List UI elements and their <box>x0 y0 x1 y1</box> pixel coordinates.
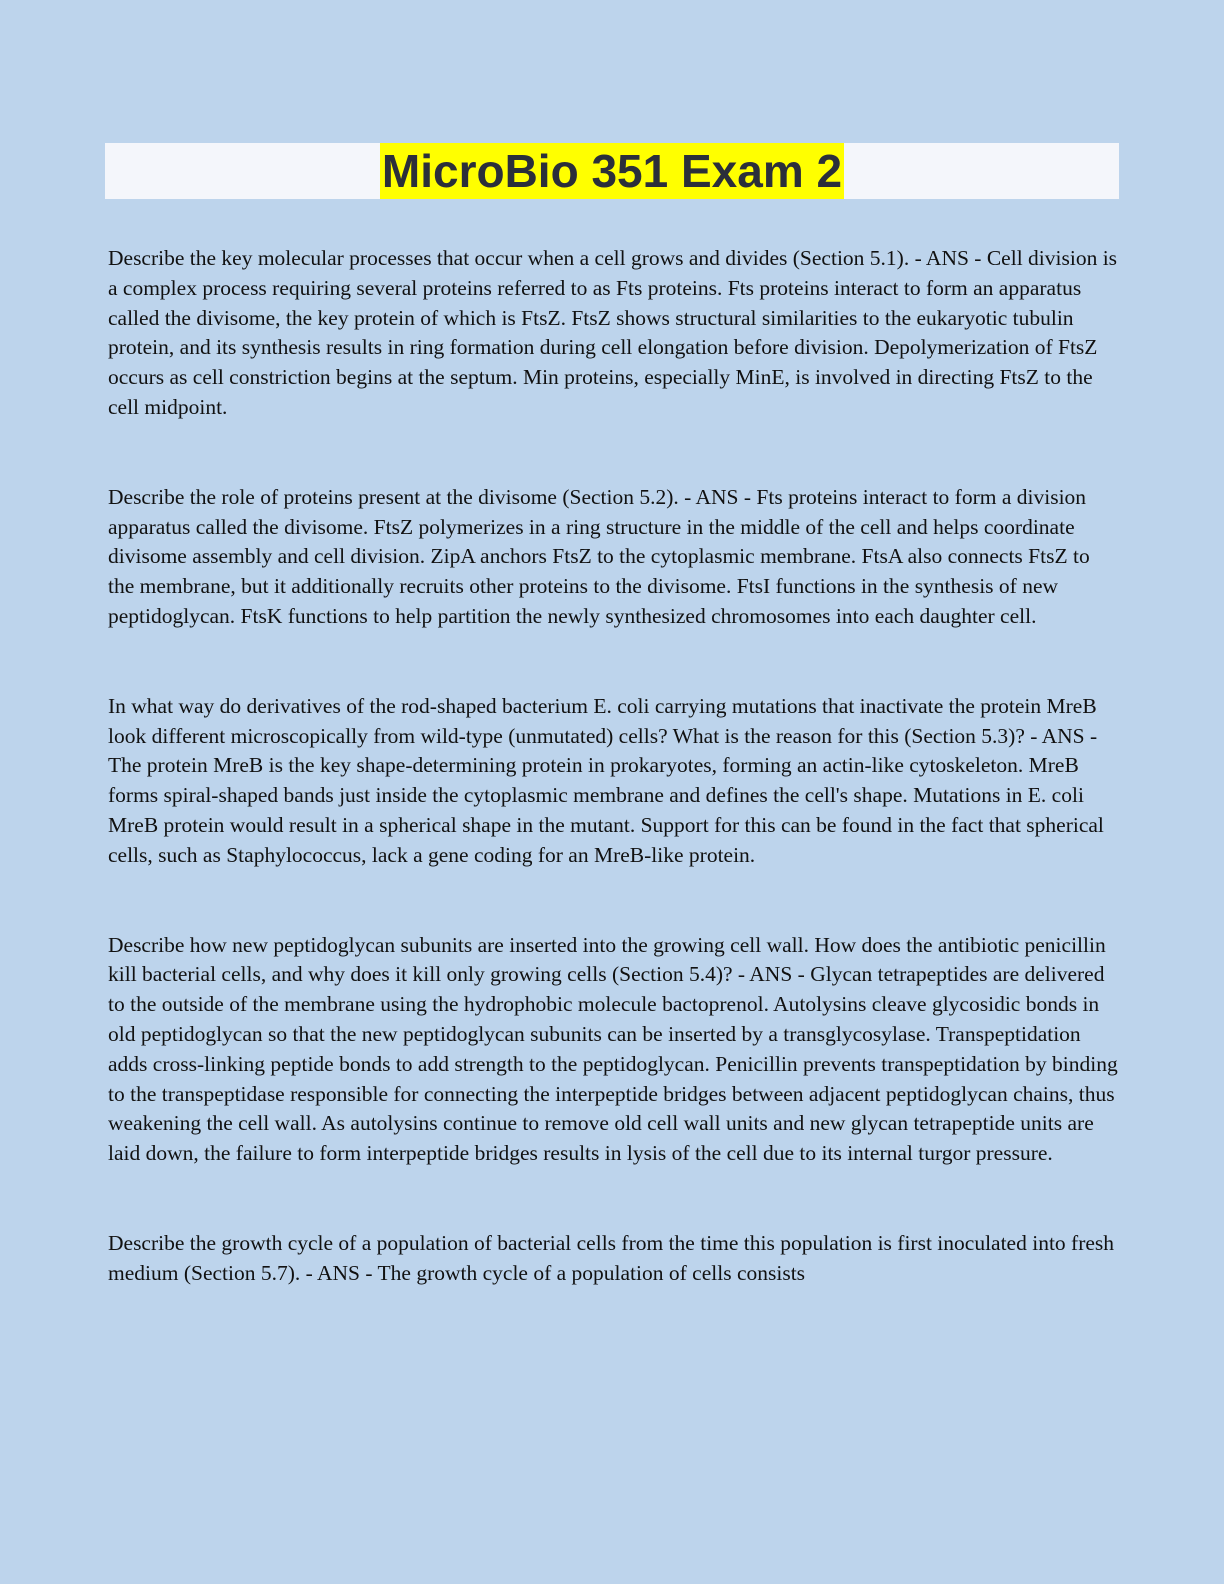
qa-entry-4: Describe how new peptidoglycan subunits are inserted into the growing cell wall. How does the antibiotic penicillin kill bacterial cells, and why does it kill only growing cells (Section 5.4)? - ANS - Glycan tetrapeptides are delivered to the outside of the membrane using the hydrophobic molecule bactoprenol. Autolysins cleave glycosidic bonds in old peptidoglycan so that the new peptidoglycan subunits can be inserted by a transglycosylase. Transpeptidation adds cross-linking peptide bonds to add strength to the peptidoglycan. Penicillin prevents transpeptidation by binding to the transpeptidase responsible for connecting the interpeptide bridges between adjacent peptidoglycan chains, thus weakening the cell wall. As autolysins continue to remove old cell wall units and new glycan tetrapeptide units are laid down, the failure to form interpeptide bridges results in lysis of the cell due to its internal turgor pressure. <box>108 932 1118 1166</box>
qa-entry-2: Describe the role of proteins present at the divisome (Section 5.2). - ANS - Fts proteins interact to form a division apparatus called the divisome. FtsZ polymerizes in a ring structure in the middle of the cell and helps coordinate divisome assembly and cell division. ZipA anchors FtsZ to the cytoplasmic membrane. FtsA also connects FtsZ to the membrane, but it additionally recruits other proteins to the divisome. FtsI functions in the synthesis of new peptidoglycan. FtsK functions to help partition the newly synthesized chromosomes into each daughter cell. <box>108 484 1090 628</box>
title-banner <box>105 143 1119 199</box>
qa-entry-1: Describe the key molecular processes that occur when a cell grows and divides (Section 5.1). - ANS - Cell division is a complex process requiring several proteins referred to as Fts proteins. Fts proteins interact to form an apparatus called the divisome, the key protein of which is FtsZ. FtsZ shows structural similarities to the eukaryotic tubulin protein, and its synthesis results in ring formation during cell elongation before division. Depolymerization of FtsZ occurs as cell constriction begins at the septum. Min proteins, especially MinE, is involved in directing FtsZ to the cell midpoint. <box>108 246 1118 419</box>
document-body <box>108 244 1120 1289</box>
qa-entry-5: Describe the growth cycle of a population of bacterial cells from the time this population is first inoculated into fresh medium (Section 5.7). - ANS - The growth cycle of a population of cells consists <box>108 1230 1115 1285</box>
document-title: MicroBio 351 Exam 2 <box>381 145 843 197</box>
qa-entry-3: In what way do derivatives of the rod-shaped bacterium E. coli carrying mutations that inactivate the protein MreB look different microscopically from wild-type (unmutated) cells? What is the reason for this (Section 5.3)? - ANS - The protein MreB is the key shape-determining protein in prokaryotes, forming an actin-like cytoskeleton. MreB forms spiral-shaped bands just inside the cytoplasmic membrane and defines the cell's shape. Mutations in E. coli MreB protein would result in a spherical shape in the mutant. Support for this can be found in the fact that spherical cells, such as Staphylococcus, lack a gene coding for an MreB-like protein. <box>108 693 1104 867</box>
